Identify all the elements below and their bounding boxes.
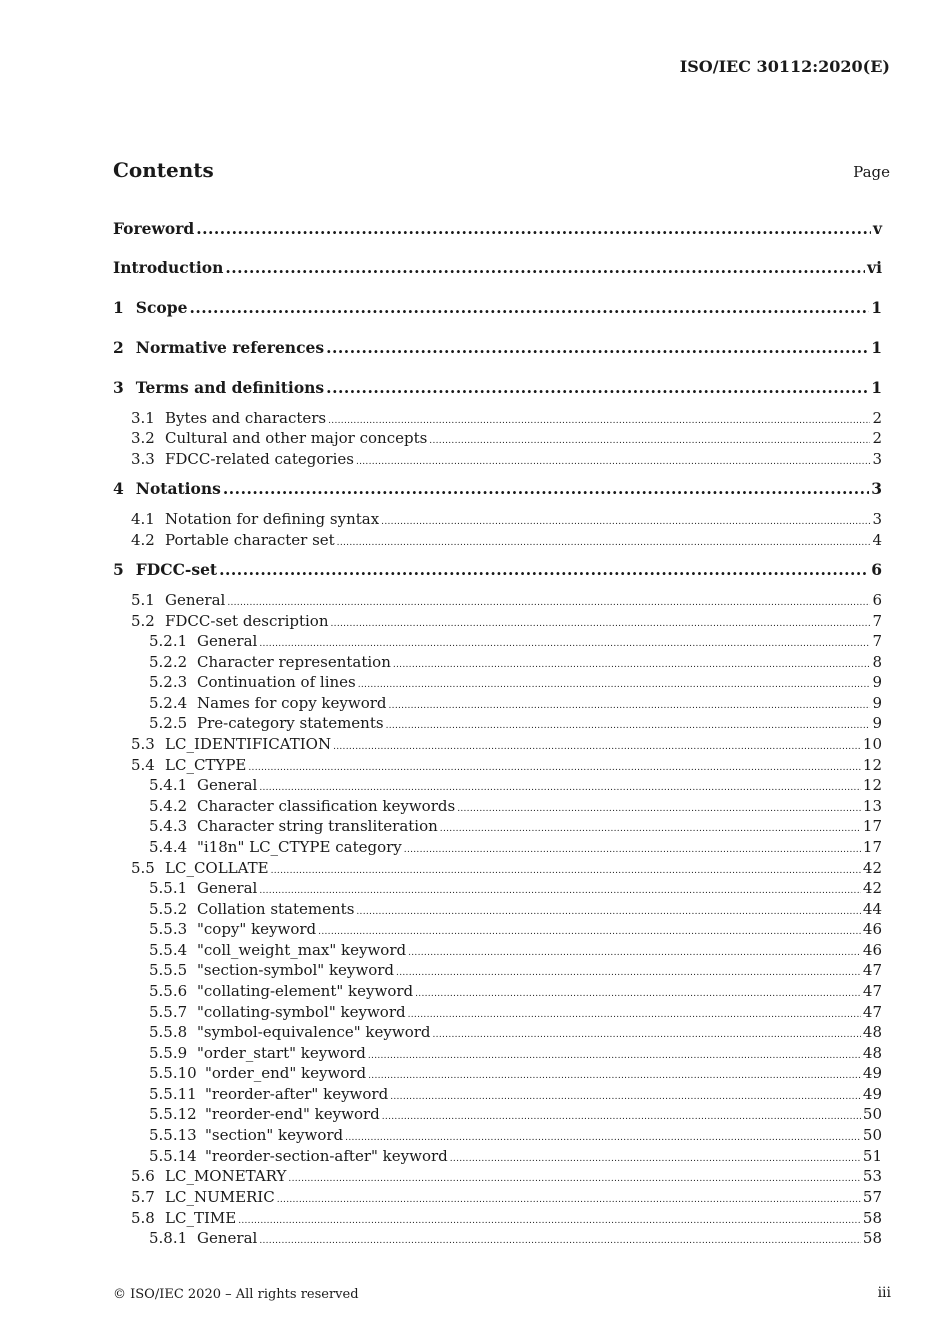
toc-entry-page: 48: [862, 1044, 882, 1062]
toc-entry-label: [149, 775, 257, 795]
toc-entry-label: [149, 693, 387, 713]
toc-entry-page: 12: [862, 776, 882, 794]
toc-entry[interactable]: [149, 919, 882, 942]
toc-entry-title: "copy" keyword: [197, 920, 317, 938]
dot-leader: [345, 1125, 861, 1148]
toc-entry-number: 5.3: [131, 735, 155, 753]
dot-leader: [440, 816, 861, 839]
toc-entry-title: Character string transliteration: [197, 817, 438, 835]
toc-entry-title: "section" keyword: [205, 1126, 344, 1144]
toc-entry-title: "i18n" LC_CTYPE category: [197, 838, 402, 856]
toc-entry-page: 13: [862, 797, 882, 815]
dot-leader: [382, 1104, 861, 1127]
toc-entry-number: 5.2.3: [149, 673, 188, 691]
dot-leader: [433, 1022, 861, 1045]
toc-entry-page: 12: [862, 756, 882, 774]
toc-entry-number: 5.5.1: [149, 879, 188, 897]
toc-entry-title: Bytes and characters: [165, 409, 327, 427]
toc-entry[interactable]: [113, 479, 882, 499]
toc-entry-label: [149, 1063, 366, 1083]
toc-entry-page: 50: [862, 1126, 882, 1144]
dot-leader: [368, 1063, 861, 1086]
toc-entry[interactable]: [149, 1125, 882, 1148]
toc-entry-title: General: [197, 776, 258, 794]
toc-entry-page: 48: [862, 1023, 882, 1041]
toc-entry-number: 5.2.4: [149, 694, 188, 712]
toc-entry-label: [149, 837, 402, 857]
toc-entry-number: 5.5.13: [149, 1126, 197, 1144]
toc-entry-label: [131, 1208, 236, 1228]
toc-entry-label: [113, 560, 217, 580]
dot-leader: [259, 631, 870, 654]
toc-entry-page: 46: [862, 920, 882, 938]
toc-entry[interactable]: [149, 1228, 882, 1251]
toc-entry-number: 4.2: [131, 531, 155, 549]
toc-entry[interactable]: [113, 298, 882, 318]
toc-entry-page: 58: [862, 1209, 882, 1227]
toc-entry-title: LC_MONETARY: [165, 1167, 287, 1185]
toc-entry-title: LC_NUMERIC: [165, 1188, 275, 1206]
toc-entry-label: [149, 1104, 380, 1124]
toc-entry-page: 46: [862, 941, 882, 959]
toc-entry-number: 5.2.2: [149, 653, 188, 671]
toc-entry-number: 5.4.2: [149, 797, 188, 815]
toc-entry-number: 5.2: [131, 612, 155, 630]
toc-entry-number: 5.7: [131, 1188, 155, 1206]
toc-entry-number: 5.5.2: [149, 900, 188, 918]
dot-leader: [396, 960, 861, 983]
toc-entry-number: 2: [113, 338, 124, 357]
dot-leader: [227, 590, 870, 613]
toc-entry-label: [149, 652, 391, 672]
toc-entry-page: 17: [862, 817, 882, 835]
toc-entry-label: [149, 981, 413, 1001]
toc-entry-label: [131, 1166, 286, 1186]
toc-entry[interactable]: [149, 1022, 882, 1045]
toc-entry-title: LC_IDENTIFICATION: [165, 735, 332, 753]
toc-entry-page: v: [872, 219, 882, 238]
toc-entry-label: [113, 338, 324, 358]
toc-entry-page: 4: [872, 531, 882, 549]
toc-entry-page: 3: [871, 479, 882, 498]
toc-entry-label: [113, 219, 194, 239]
toc-entry-title: General: [197, 632, 258, 650]
toc-entry-label: [149, 713, 384, 733]
toc-entry-page: 57: [862, 1188, 882, 1206]
toc-entry[interactable]: [149, 981, 882, 1004]
document-id: ISO/IEC 30112:2020(E): [679, 57, 890, 76]
toc-entry-page: 6: [872, 591, 882, 609]
toc-entry-number: 5.4: [131, 756, 155, 774]
toc-entry-label: [149, 631, 257, 651]
toc-entry-title: Character representation: [197, 653, 391, 671]
toc-entry[interactable]: [131, 590, 882, 613]
toc-entry[interactable]: [131, 449, 882, 472]
toc-entry-label: [131, 1187, 275, 1207]
toc-entry-label: [149, 878, 257, 898]
toc-entry-title: "order_start" keyword: [197, 1044, 366, 1062]
toc-entry-page: 42: [862, 879, 882, 897]
dot-leader: [326, 338, 869, 358]
toc-entry-label: [149, 899, 354, 919]
toc-entry-label: [149, 1146, 448, 1166]
toc-entry-title: FDCC-set: [135, 560, 218, 579]
toc-entry-title: "reorder-end" keyword: [205, 1105, 380, 1123]
toc-entry-title: Normative references: [135, 338, 325, 357]
toc-entry-title: "coll_weight_max" keyword: [197, 941, 407, 959]
toc-entry-page: vi: [867, 258, 882, 277]
toc-entry-number: 3.3: [131, 450, 155, 468]
page-number: iii: [877, 1285, 891, 1301]
toc-entry-label: [149, 1084, 388, 1104]
toc-entry-number: 5.5.6: [149, 982, 188, 1000]
toc-entry-number: 5: [113, 560, 124, 579]
dot-leader: [429, 428, 870, 451]
toc-entry-title: Names for copy keyword: [197, 694, 387, 712]
toc-entry-number: 5.2.5: [149, 714, 188, 732]
dot-leader: [223, 479, 869, 499]
toc-entry[interactable]: [149, 713, 882, 736]
dot-leader: [381, 509, 870, 532]
toc-entry-label: [149, 919, 316, 939]
toc-entry[interactable]: [149, 631, 882, 654]
dot-leader: [219, 560, 869, 580]
copyright-notice: © ISO/IEC 2020 – All rights reserved: [113, 1287, 359, 1302]
dot-leader: [415, 981, 861, 1004]
toc-entry-label: [131, 428, 427, 448]
toc-entry-title: General: [165, 591, 226, 609]
toc-entry-title: FDCC-set description: [165, 612, 329, 630]
toc-entry-number: 5.5.12: [149, 1105, 197, 1123]
dot-leader: [259, 775, 861, 798]
toc-entry[interactable]: [113, 378, 882, 398]
toc-entry-label: [149, 940, 406, 960]
dot-leader: [386, 713, 871, 736]
toc-entry-title: "collating-symbol" keyword: [197, 1003, 406, 1021]
toc-entry-number: 5.5.14: [149, 1147, 197, 1165]
toc-entry-page: 6: [871, 560, 882, 579]
toc-entry-title: Scope: [135, 298, 188, 317]
toc-entry-label: [149, 816, 438, 836]
dot-leader: [259, 1228, 861, 1251]
toc-entry[interactable]: [131, 428, 882, 451]
toc-entry-page: 50: [862, 1105, 882, 1123]
toc-entry-title: General: [197, 1229, 258, 1247]
toc-entry-title: "reorder-after" keyword: [205, 1085, 389, 1103]
toc-entry-number: 4: [113, 479, 124, 498]
toc-entry-title: Notation for defining syntax: [165, 510, 380, 528]
toc-entry-page: 3: [872, 510, 882, 528]
toc-entry[interactable]: [113, 219, 882, 239]
toc-entry-number: 5.4.4: [149, 838, 188, 856]
toc-entry-number: 5.5.4: [149, 941, 188, 959]
toc-entry-number: 3.1: [131, 409, 155, 427]
toc-entry-number: 5.8: [131, 1209, 155, 1227]
toc-entry-page: 2: [872, 409, 882, 427]
toc-entry[interactable]: [131, 734, 882, 757]
toc-entry-label: [149, 1125, 343, 1145]
toc-entry[interactable]: [113, 560, 882, 580]
toc-entry-page: 1: [871, 378, 882, 397]
toc-entry-label: [113, 479, 221, 499]
toc-entry-title: "symbol-equivalence" keyword: [197, 1023, 431, 1041]
toc-entry-page: 1: [871, 298, 882, 317]
toc-entry-page: 47: [862, 1003, 882, 1021]
toc-entry-title: Foreword: [113, 219, 195, 238]
toc-entry[interactable]: [131, 509, 882, 532]
toc-entry-page: 44: [862, 900, 882, 918]
toc-entry-number: 5.5: [131, 859, 155, 877]
toc-entry-label: [149, 960, 394, 980]
toc-entry-label: [131, 509, 379, 529]
toc-entry-number: 5.4.1: [149, 776, 188, 794]
toc-entry[interactable]: [131, 1166, 882, 1189]
toc-entry-number: 5.2.1: [149, 632, 188, 650]
toc-entry-title: "order_end" keyword: [205, 1064, 367, 1082]
contents-title: Contents: [113, 158, 214, 182]
toc-entry-number: 5.5.10: [149, 1064, 197, 1082]
toc-entry-label: [131, 530, 335, 550]
toc-entry-page: 42: [862, 859, 882, 877]
toc-entry[interactable]: [113, 258, 882, 278]
toc-entry-title: "collating-element" keyword: [197, 982, 414, 1000]
toc-entry-title: Terms and definitions: [135, 378, 325, 397]
toc-entry-number: 4.1: [131, 510, 155, 528]
toc-entry-label: [131, 755, 246, 775]
toc-entry-label: [113, 378, 324, 398]
toc-entry-title: "reorder-section-after" keyword: [205, 1147, 448, 1165]
toc-entry[interactable]: [149, 960, 882, 983]
toc-entry[interactable]: [113, 338, 882, 358]
toc-entry-number: 5.1: [131, 591, 155, 609]
toc-entry-page: 58: [862, 1229, 882, 1247]
dot-leader: [326, 378, 869, 398]
toc-entry-title: LC_CTYPE: [165, 756, 247, 774]
toc-entry[interactable]: [149, 672, 882, 695]
toc-entry-title: Collation statements: [197, 900, 355, 918]
toc-entry-title: FDCC-related categories: [165, 450, 354, 468]
toc-entry-title: Continuation of lines: [197, 673, 356, 691]
toc-entry-label: [131, 449, 354, 469]
toc-entry-title: General: [197, 879, 258, 897]
toc-entry-page: 1: [871, 338, 882, 357]
dot-leader: [333, 734, 861, 757]
toc-entry-page: 47: [862, 982, 882, 1000]
toc-entry-label: [113, 258, 223, 278]
dot-leader: [337, 530, 871, 553]
dot-leader: [318, 919, 861, 942]
toc-entry[interactable]: [149, 775, 882, 798]
toc-entry-title: LC_TIME: [165, 1209, 237, 1227]
toc-entry-number: 5.6: [131, 1167, 155, 1185]
dot-leader: [356, 449, 871, 472]
toc-entry-label: [149, 1022, 431, 1042]
toc-entry-number: 5.8.1: [149, 1229, 188, 1247]
toc-entry-number: 5.5.5: [149, 961, 188, 979]
dot-leader: [404, 837, 861, 860]
toc-entry-label: [149, 1043, 366, 1063]
toc-entry-label: [149, 796, 455, 816]
toc-entry-label: [149, 1228, 257, 1248]
toc-entry-number: 5.5.9: [149, 1044, 188, 1062]
dot-leader: [225, 258, 865, 278]
toc-entry[interactable]: [149, 816, 882, 839]
toc-entry-number: 3: [113, 378, 124, 397]
toc-entry-page: 8: [872, 653, 882, 671]
toc-entry-page: 7: [872, 632, 882, 650]
toc-entry-number: 3.2: [131, 429, 155, 447]
toc-entry-number: 5.5.8: [149, 1023, 188, 1041]
toc-entry-page: 10: [862, 735, 882, 753]
toc-entry-page: 49: [862, 1064, 882, 1082]
toc-entry-page: 49: [862, 1085, 882, 1103]
toc-entry-number: 5.4.3: [149, 817, 188, 835]
toc-entry-label: [131, 611, 329, 631]
page-column-label: Page: [853, 163, 890, 181]
toc-entry-number: 5.5.11: [149, 1085, 197, 1103]
toc-entry-title: Cultural and other major concepts: [165, 429, 428, 447]
toc-entry-page: 9: [872, 694, 882, 712]
toc-entry-number: 5.5.7: [149, 1003, 188, 1021]
toc-entry-page: 3: [872, 450, 882, 468]
toc-entry[interactable]: [131, 530, 882, 553]
toc-entry[interactable]: [149, 878, 882, 901]
toc-entry[interactable]: [149, 837, 882, 860]
toc-entry-number: 1: [113, 298, 124, 317]
dot-leader: [288, 1166, 860, 1189]
toc-entry-title: Pre-category statements: [197, 714, 384, 732]
toc-entry-label: [131, 408, 326, 428]
dot-leader: [196, 219, 871, 239]
toc-entry-title: Portable character set: [165, 531, 335, 549]
toc-entry[interactable]: [131, 1187, 882, 1210]
toc-entry[interactable]: [149, 1104, 882, 1127]
toc-entry-title: "section-symbol" keyword: [197, 961, 395, 979]
toc-entry-number: 5.5.3: [149, 920, 188, 938]
toc-entry-label: [113, 298, 187, 318]
dot-leader: [358, 672, 871, 695]
dot-leader: [259, 878, 861, 901]
toc-entry-label: [149, 672, 356, 692]
toc-entry-page: 9: [872, 714, 882, 732]
toc-entry-label: [131, 858, 269, 878]
toc-entry-page: 47: [862, 961, 882, 979]
toc-entry[interactable]: [149, 1063, 882, 1086]
toc-entry-title: Notations: [135, 479, 221, 498]
toc-entry-title: Character classification keywords: [197, 797, 456, 815]
toc-entry-page: 53: [862, 1167, 882, 1185]
dot-leader: [277, 1187, 861, 1210]
dot-leader: [189, 298, 869, 318]
toc-entry-label: [131, 734, 331, 754]
toc-entry-page: 9: [872, 673, 882, 691]
toc-entry-label: [149, 1002, 406, 1022]
toc-entry-page: 17: [862, 838, 882, 856]
toc-entry-page: 51: [862, 1147, 882, 1165]
toc-entry-page: 2: [872, 429, 882, 447]
toc-entry-title: LC_COLLATE: [165, 859, 269, 877]
toc-entry-page: 7: [872, 612, 882, 630]
toc-entry-label: [131, 590, 225, 610]
toc-entry-title: Introduction: [113, 258, 224, 277]
